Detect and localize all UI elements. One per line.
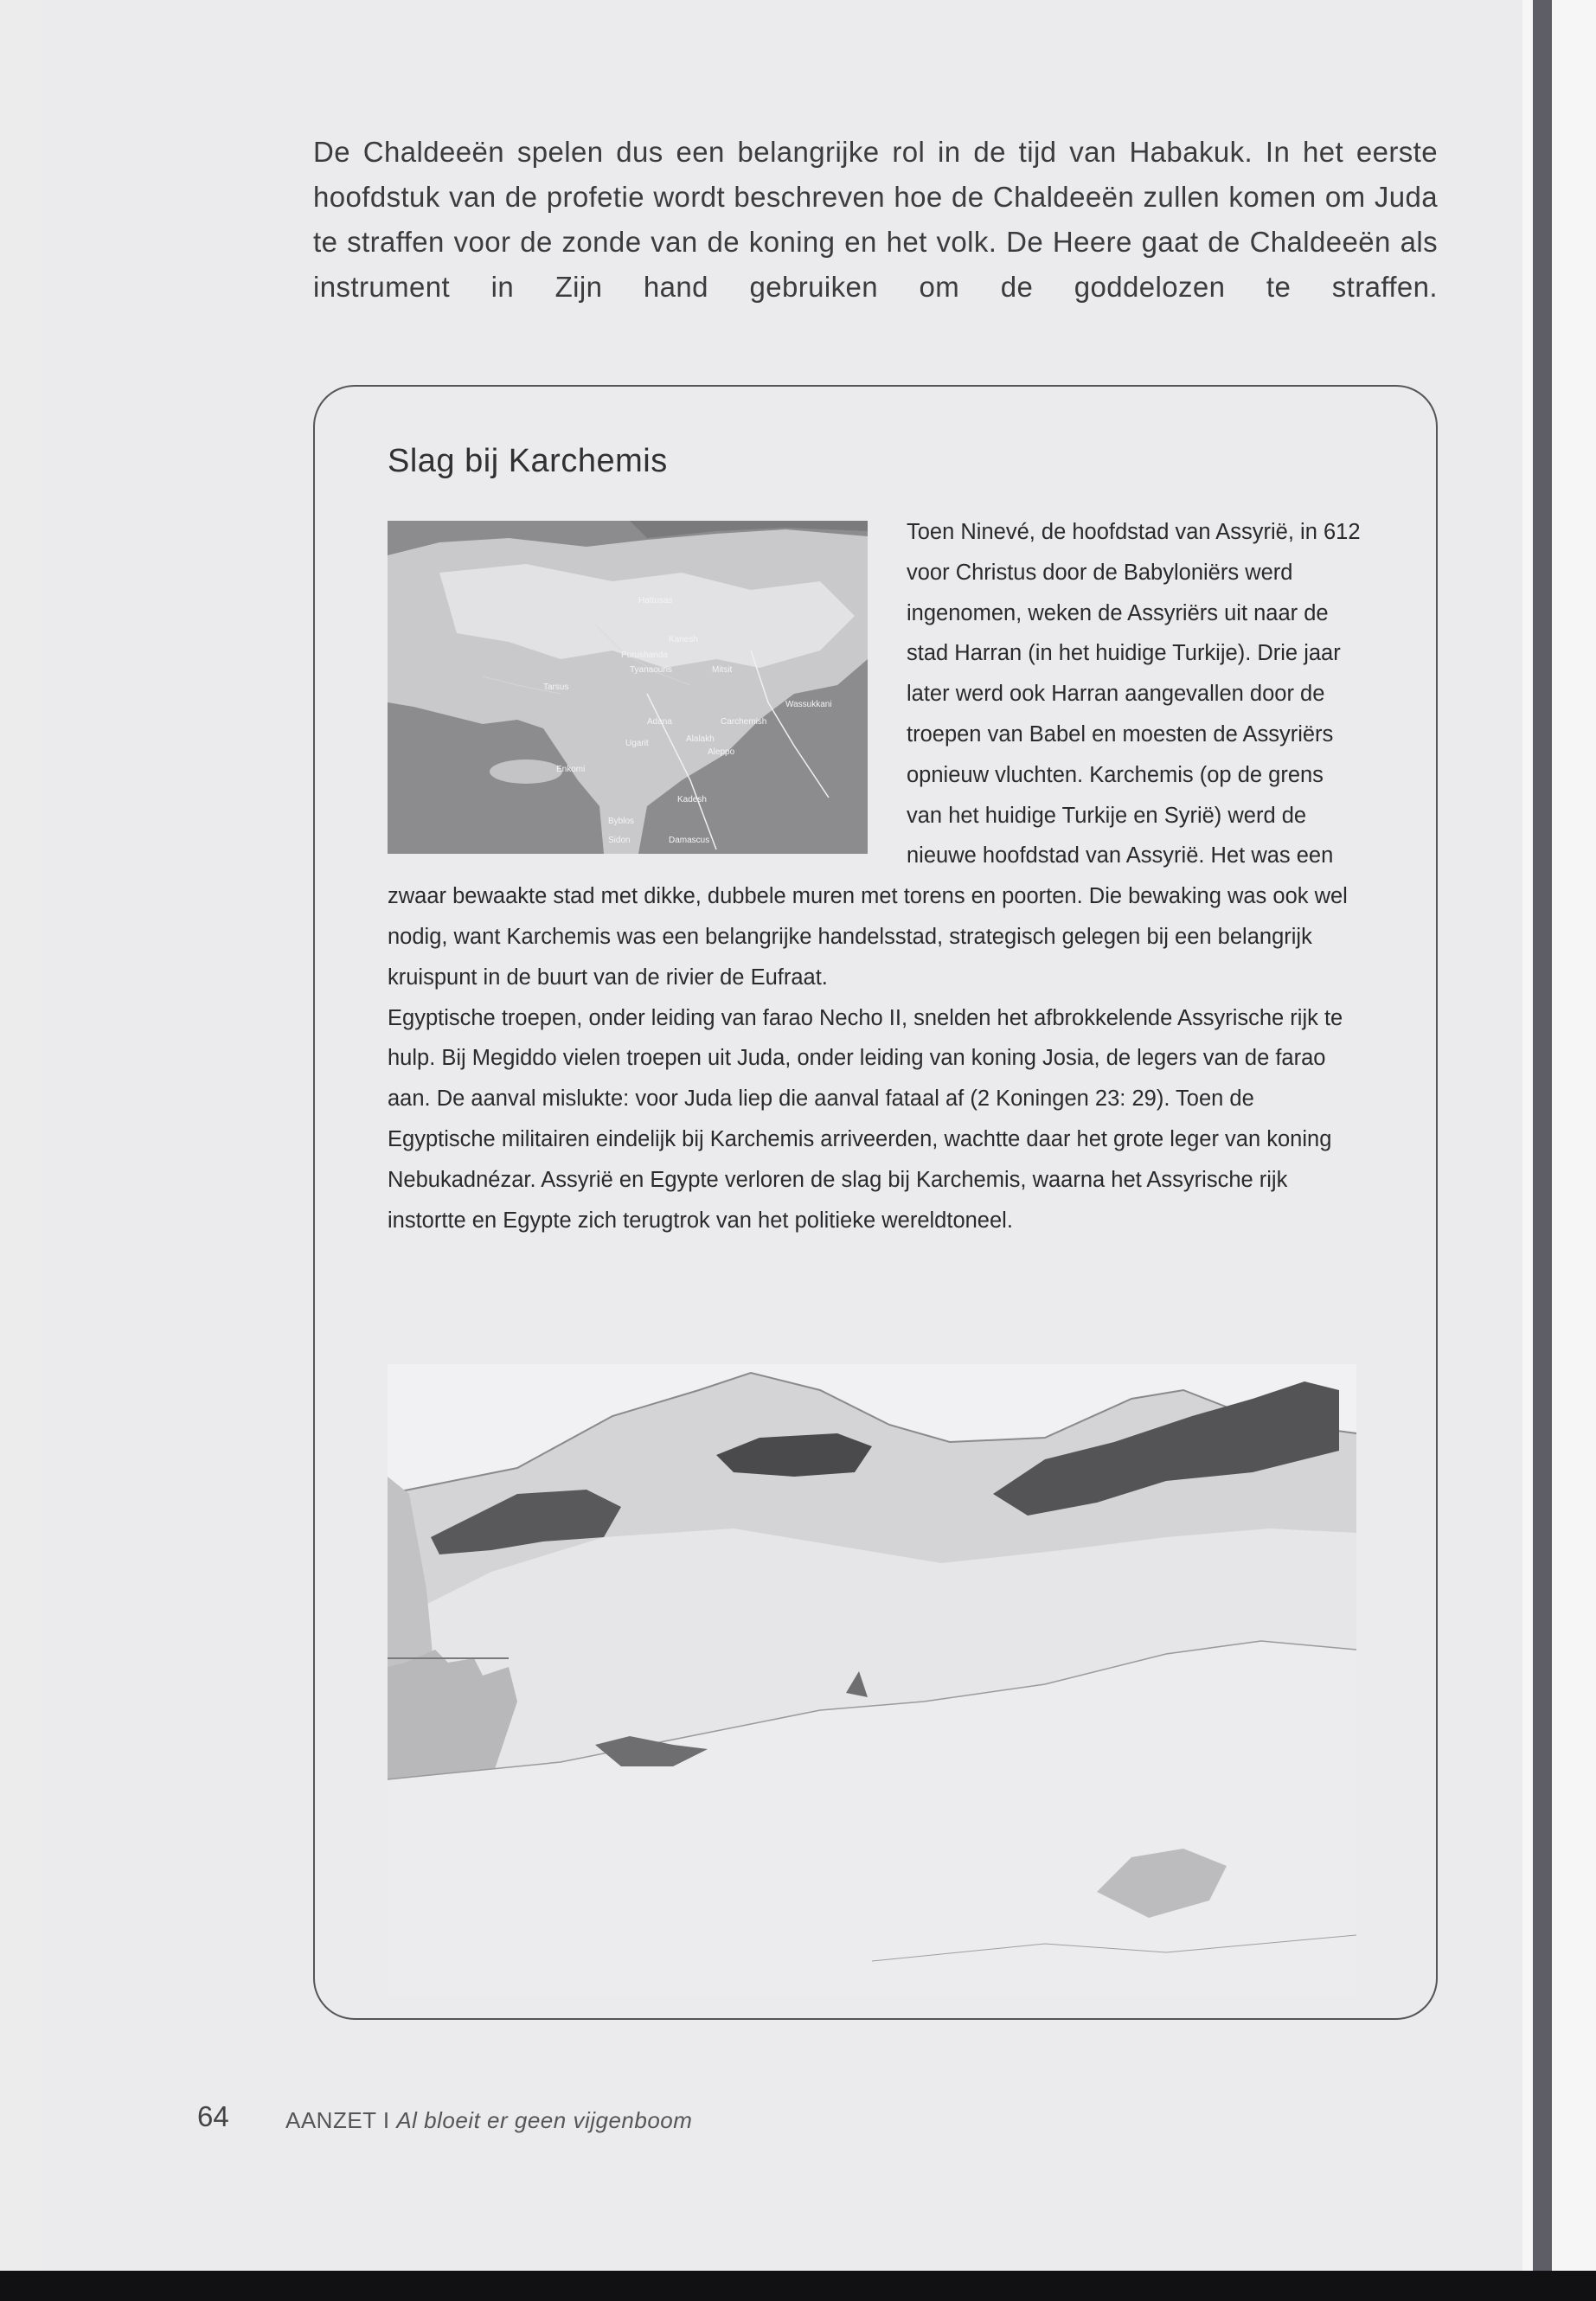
- map-label: Kanesh: [669, 635, 698, 644]
- map-label: Kadesh: [677, 795, 707, 804]
- map-label: Purushanda: [621, 651, 668, 660]
- scan-bottom-bar: [0, 2271, 1596, 2301]
- map-label: Sidon: [608, 836, 631, 845]
- footer-separator: I: [382, 2107, 390, 2133]
- map-label: Tyanaouris: [630, 665, 672, 675]
- map-label: Enkomi: [556, 765, 586, 774]
- running-footer: [285, 2107, 692, 2134]
- map-label: Hattusas: [638, 596, 673, 606]
- battle-landscape-drawing: [388, 1364, 1356, 1996]
- map-label: Damascus: [669, 836, 710, 845]
- box-title: Slag bij Karchemis: [388, 443, 668, 479]
- map-label: Ugarit: [625, 739, 649, 748]
- intro-paragraph: De Chaldeeën spelen dus een belangrijke rol in de tijd van Habakuk. In het eerste hoofdstuk van de profetie wordt beschreven hoe de Chaldeeën zullen komen om Juda te straffen voor de zonde van de koning en het volk. De Heere gaat de Chaldeeën als instrument in Zijn hand gebruiken om de goddelozen te straffen.: [313, 136, 1438, 303]
- map-label: Alalakh: [686, 734, 715, 744]
- map-label: Aleppo: [708, 747, 735, 757]
- map-label: Carchemish: [721, 717, 767, 727]
- map-label: Byblos: [608, 817, 635, 826]
- sidebar-box: [313, 385, 1438, 2020]
- map-label: Mitsit: [712, 665, 733, 675]
- book-title: Al bloeit er geen vijgenboom: [396, 2107, 693, 2133]
- map-label: Adana: [647, 717, 672, 727]
- page-number: 64: [197, 2100, 229, 2132]
- page-edge-strip: [1522, 0, 1596, 2271]
- box-paragraph-1: Toen Ninevé, de hoofdstad van Assyrië, in 612 voor Christus door de Babyloniërs werd ingenomen, weken de Assyriërs uit naar de stad Harran (in het huidige Turkije). Drie jaar later werd ook Harran aangevallen door de troepen van Babel en moesten de Assyriërs opnieuw vluchten. Karchemis (op de grens van het huidige Turkije en Syrië) werd de nieuwe hoofdstad van Assyrië. Het was een zwaar bewaakte stad met dikke, dubbele muren met torens en poorten. Die bewaking was ook wel nodig, want Karchemis was een belangrijke handelsstad, strategisch gelegen bij een belangrijk kruispunt in de buurt van de rivier de Eufraat.: [388, 520, 1361, 990]
- scan-edge: [0, 0, 42, 2301]
- map-image: [388, 521, 868, 854]
- box-paragraph-2: Egyptische troepen, onder leiding van farao Necho II, snelden het afbrokkelende Assyrische rijk te hulp. Bij Megiddo vielen troepen uit Juda, onder leiding van koning Josia, de legers van de farao aan. De aanval mislukte: voor Juda liep die aanval fataal af (2 Koningen 23: 29). Toen de Egyptische militairen eindelijk bij Karchemis arriveerden, wachtte daar het grote leger van koning Nebukadnézar. Assyrië en Egypte verloren de slag bij Karchemis, waarna het Assyrische rijk instortte en Egypte zich terugtrok van het politieke wereldtoneel.: [388, 1005, 1343, 1233]
- map-label: Wassukkani: [785, 700, 832, 709]
- map-label: Tarsus: [543, 683, 569, 692]
- series-name: AANZET: [285, 2107, 377, 2133]
